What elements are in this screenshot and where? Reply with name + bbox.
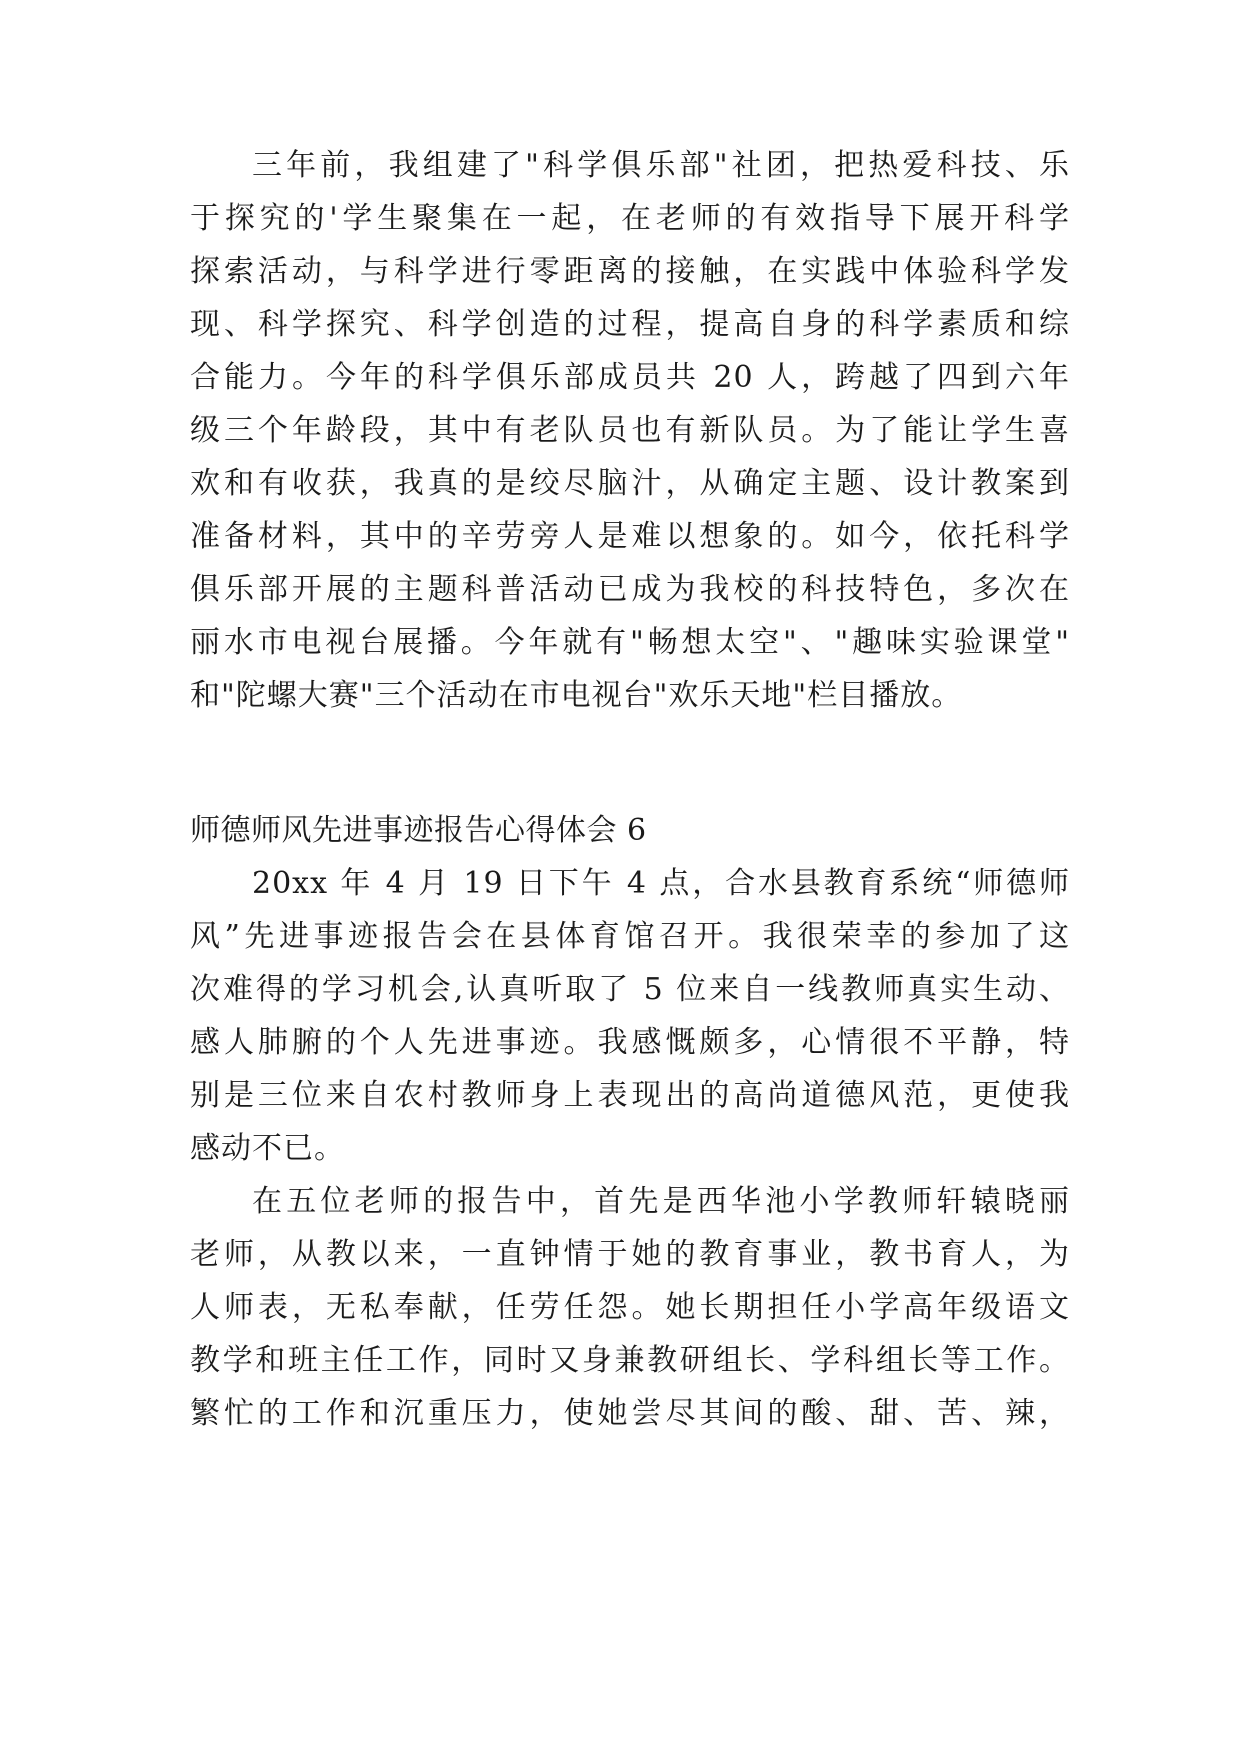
paragraph-line: 次难得的学习机会,认真听取了 5 位来自一线教师真实生动、 — [190, 972, 1070, 1007]
paragraph-line: 人师表，无私奉献，任劳任怨。她长期担任小学高年级语文 — [190, 1290, 1070, 1325]
paragraph-line: 别是三位来自农村教师身上表现出的高尚道德风范，更使我 — [190, 1078, 1070, 1113]
paragraph-line: 准备材料，其中的辛劳旁人是难以想象的。如今，依托科学 — [190, 519, 1070, 554]
paragraph-line: 于探究的'学生聚集在一起，在老师的有效指导下展开科学 — [190, 201, 1070, 236]
paragraph-line: 和"陀螺大赛"三个活动在市电视台"欢乐天地"栏目播放。 — [190, 678, 963, 713]
paragraph-line: 感人肺腑的个人先进事迹。我感慨颇多，心情很不平静，特 — [190, 1025, 1070, 1060]
paragraph-line: 感动不已。 — [190, 1131, 345, 1166]
paragraph-line: 欢和有收获，我真的是绞尽脑汁，从确定主题、设计教案到 — [190, 466, 1070, 501]
paragraph-line: 丽水市电视台展播。今年就有"畅想太空"、"趣味实验课堂" — [190, 625, 1070, 660]
paragraph-line: 繁忙的工作和沉重压力，使她尝尽其间的酸、甜、苦、辣， — [190, 1396, 1070, 1431]
paragraph-line: 风”先进事迹报告会在县体育馆召开。我很荣幸的参加了这 — [190, 919, 1070, 954]
paragraph-line: 现、科学探究、科学创造的过程，提高自身的科学素质和综 — [190, 307, 1070, 342]
section-heading: 师德师风先进事迹报告心得体会 6 — [190, 813, 647, 848]
paragraph-line: 级三个年龄段，其中有老队员也有新队员。为了能让学生喜 — [190, 413, 1070, 448]
paragraph-line: 探索活动，与科学进行零距离的接触，在实践中体验科学发 — [190, 254, 1070, 289]
paragraph-line: 俱乐部开展的主题科普活动已成为我校的科技特色，多次在 — [190, 572, 1070, 607]
paragraph-line: 教学和班主任工作，同时又身兼教研组长、学科组长等工作。 — [190, 1343, 1070, 1378]
paragraph-line: 三年前，我组建了"科学俱乐部"社团，把热爱科技、乐 — [252, 148, 1070, 183]
paragraph-line: 合能力。今年的科学俱乐部成员共 20 人，跨越了四到六年 — [190, 360, 1070, 395]
paragraph-line: 在五位老师的报告中，首先是西华池小学教师轩辕晓丽 — [252, 1184, 1070, 1219]
paragraph-line: 20xx 年 4 月 19 日下午 4 点，合水县教育系统“师德师 — [252, 866, 1070, 901]
paragraph-line: 老师，从教以来，一直钟情于她的教育事业，教书育人，为 — [190, 1237, 1070, 1272]
